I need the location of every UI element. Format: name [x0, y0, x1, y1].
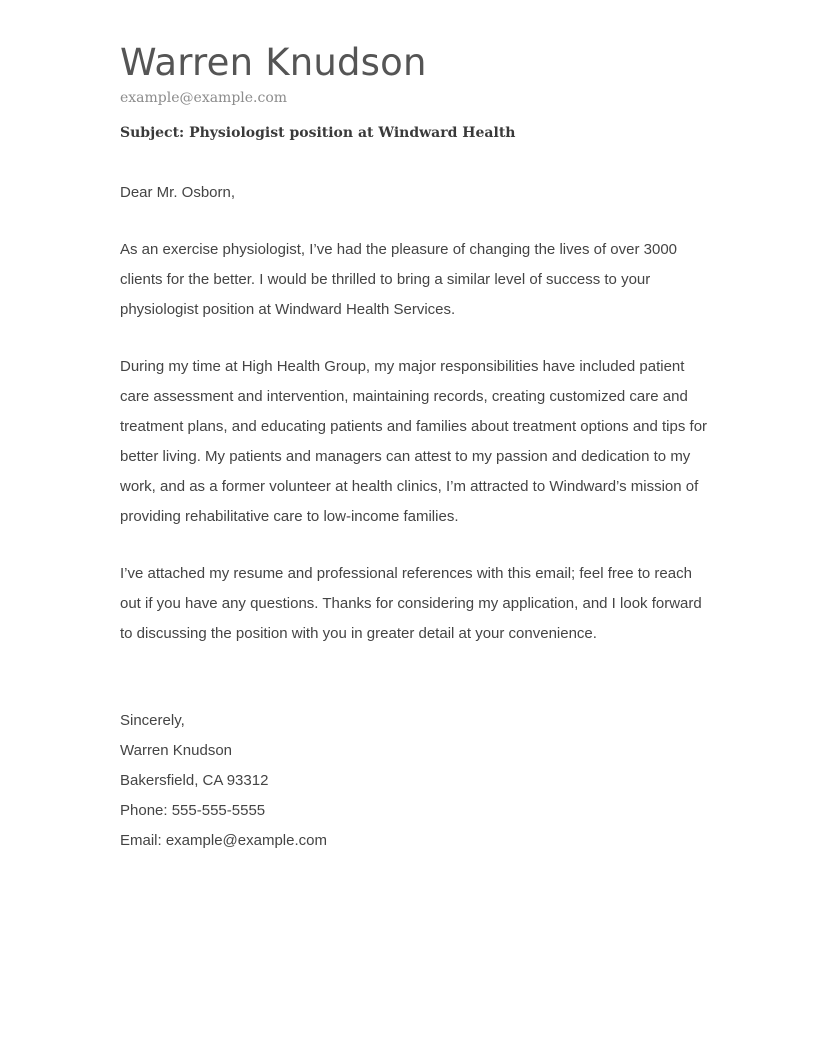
paragraph-closing: I’ve attached my resume and professional references with this email; feel free to reach out if you have any questions. Thanks for considering my application, and I look forward to discussing the position with you in greater detail at your convenience.	[120, 565, 702, 642]
signature-email: Email: example@example.com	[120, 832, 327, 849]
header-email: example@example.com	[120, 90, 288, 106]
cover-letter	[120, 38, 710, 856]
paragraph-experience: During my time at High Health Group, my major responsibilities have included patient care assessment and intervention, maintaining records, creating customized care and treatment plans, and educating patients and families about treatment options and tips for better living. My patients and managers can attest to my passion and dedication to my work, and as a former volunteer at health clinics, I’m attracted to Windward’s mission of providing rehabilitative care to low-income families.	[120, 358, 708, 525]
signoff: Sincerely,	[120, 712, 185, 729]
applicant-name: Warren Knudson	[120, 41, 427, 84]
signature-block	[120, 706, 710, 856]
salutation: Dear Mr. Osborn,	[120, 184, 236, 201]
paragraph-intro: As an exercise physiologist, I’ve had the pleasure of changing the lives of over 3000 clients for the better. I would be thrilled to bring a similar level of success to your physiologist position at Windward Health Services.	[120, 241, 678, 318]
subject-line: Subject: Physiologist position at Windward Health	[120, 125, 516, 141]
signature-name: Warren Knudson	[120, 742, 233, 759]
signature-phone: Phone: 555-555-5555	[120, 802, 266, 819]
signature-location: Bakersfield, CA 93312	[120, 772, 269, 789]
